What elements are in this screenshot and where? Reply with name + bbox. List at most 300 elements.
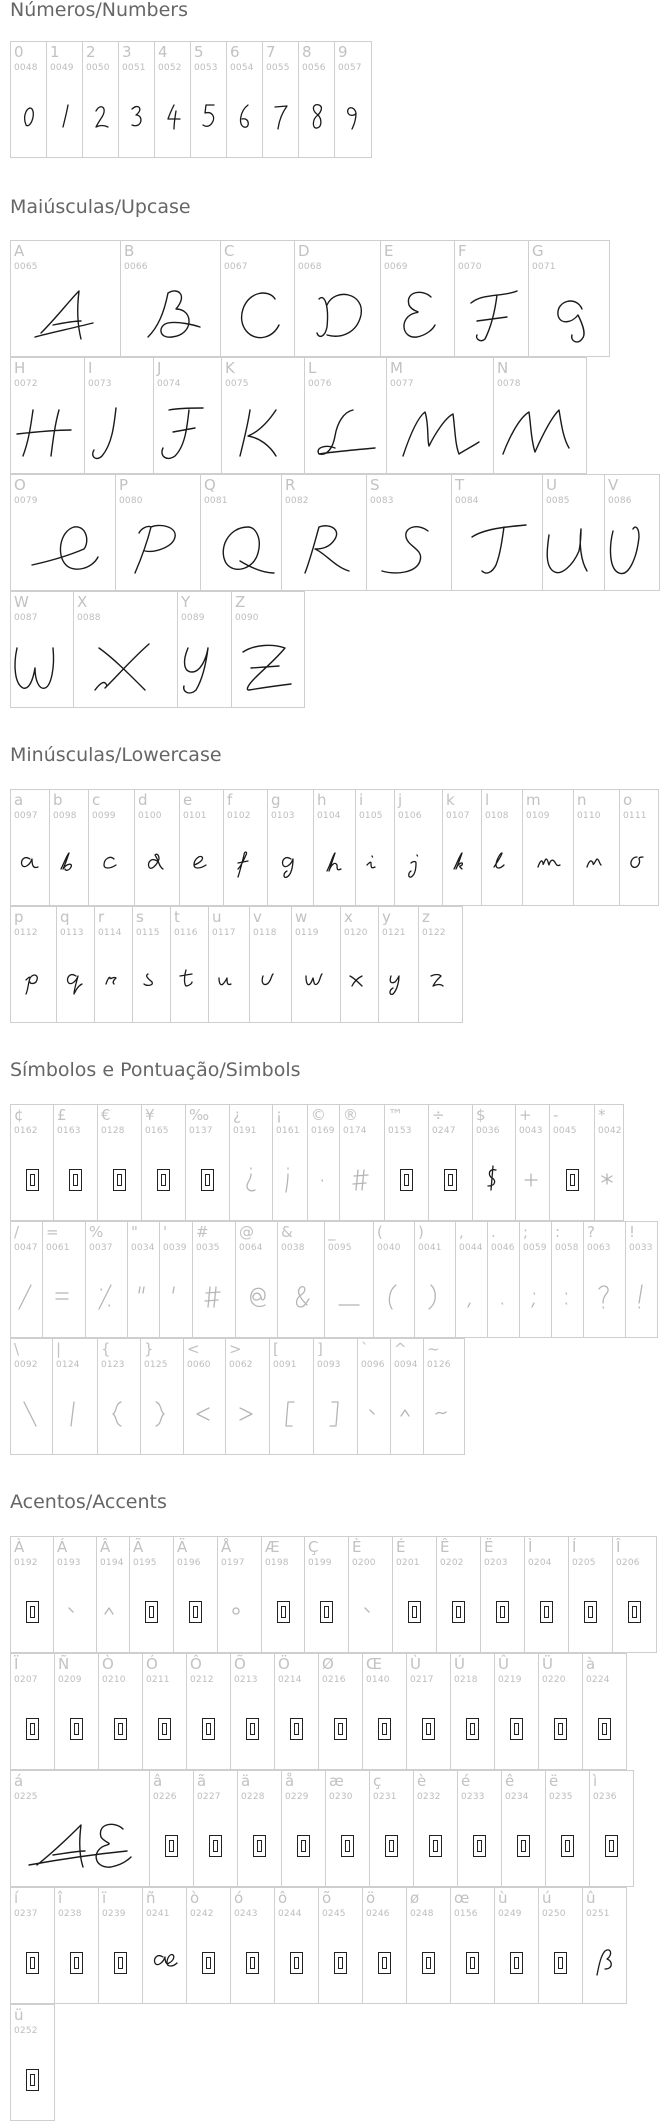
glyph-stroke xyxy=(223,527,274,573)
missing-glyph-box-icon xyxy=(517,1835,530,1857)
glyph-preview xyxy=(54,1139,97,1220)
missing-glyph-box-icon xyxy=(189,1601,202,1623)
script-glyph-upper-m-icon xyxy=(399,404,481,462)
glyph-character-label: Ò xyxy=(102,1655,114,1673)
glyph-code-label: 0084 xyxy=(455,496,479,506)
glyph-code-label: 0233 xyxy=(461,1792,485,1802)
glyph-code-label: 0113 xyxy=(60,928,84,938)
glyph-character-label: P xyxy=(119,476,129,494)
glyph-stroke xyxy=(382,526,428,572)
glyph-cell-u3d xyxy=(42,1221,86,1338)
script-glyph-lower-m-icon xyxy=(536,851,560,879)
missing-glyph-box-icon xyxy=(320,1601,333,1623)
glyph-preview xyxy=(502,1805,545,1886)
script-glyph-uae-icon xyxy=(352,1166,372,1194)
glyph-stroke xyxy=(241,293,278,338)
glyph-stroke xyxy=(558,301,584,342)
script-glyph-uc8-icon xyxy=(359,1598,383,1626)
section-heading-accents: Acentos/Accents xyxy=(10,1491,167,1513)
glyph-cell-u2f xyxy=(10,1221,43,1338)
glyph-code-label: 0069 xyxy=(384,262,408,272)
missing-glyph-box-icon xyxy=(422,1952,435,1974)
script-glyph-upper-p-icon xyxy=(125,521,191,579)
glyph-character-label: î xyxy=(58,1889,63,1907)
glyph-cell-ue6 xyxy=(325,1770,370,1887)
glyph-cell-lower-f xyxy=(223,789,268,906)
glyph-cell-lower-e xyxy=(179,789,224,906)
glyph-code-label: 0090 xyxy=(235,613,259,623)
glyph-code-label: 0079 xyxy=(14,496,38,506)
glyph-code-label: 0247 xyxy=(432,1126,456,1136)
glyph-stroke xyxy=(408,855,417,877)
glyph-code-label: 0085 xyxy=(546,496,570,506)
glyph-preview xyxy=(395,824,442,905)
glyph-character-label: " xyxy=(131,1223,138,1241)
glyph-character-label: Û xyxy=(498,1655,509,1673)
glyph-stroke xyxy=(472,525,526,573)
glyph-cell-ueb xyxy=(545,1770,590,1887)
glyph-character-label: * xyxy=(598,1106,606,1124)
glyph-character-label: n xyxy=(577,791,587,809)
glyph-cell-lower-j xyxy=(394,789,443,906)
missing-glyph-box-icon xyxy=(452,1601,465,1623)
glyph-character-label: Í xyxy=(572,1538,577,1556)
script-glyph-nine-icon xyxy=(344,103,362,131)
script-glyph-lower-v-icon xyxy=(259,968,283,996)
glyph-preview xyxy=(415,1256,455,1337)
glyph-cell-upper-v xyxy=(604,474,660,591)
script-glyph-u2c-icon xyxy=(462,1283,482,1311)
glyph-row-upcase-4 xyxy=(10,591,304,708)
glyph-cell-ud8 xyxy=(318,1653,363,1770)
glyph-character-label: > xyxy=(229,1340,242,1358)
glyph-character-label: l xyxy=(485,791,490,809)
glyph-stroke xyxy=(67,974,82,993)
glyph-code-label: 0035 xyxy=(196,1243,220,1253)
glyph-cell-ud3 xyxy=(142,1653,187,1770)
glyph-code-label: 0038 xyxy=(281,1243,305,1253)
glyph-preview xyxy=(419,941,462,1022)
glyph-cell-u7e xyxy=(423,1338,465,1455)
glyph-character-label: # xyxy=(196,1223,209,1241)
glyph-character-label: G xyxy=(532,242,544,260)
glyph-character-label: - xyxy=(553,1106,559,1124)
glyph-code-label: 0062 xyxy=(229,1360,253,1370)
glyph-character-label: v xyxy=(253,908,262,926)
glyph-preview xyxy=(50,824,88,905)
glyph-character-label: H xyxy=(14,359,26,377)
glyph-character-label: Œ xyxy=(366,1655,383,1673)
glyph-preview xyxy=(429,1139,472,1220)
glyph-code-label: 0111 xyxy=(623,811,647,821)
glyph-stroke xyxy=(503,410,569,454)
glyph-preview xyxy=(282,509,366,590)
missing-glyph-box-icon xyxy=(444,1169,457,1191)
glyph-stroke xyxy=(639,1285,642,1308)
script-glyph-u2b-icon xyxy=(523,1166,543,1194)
glyph-character-label: . xyxy=(491,1223,496,1241)
glyph-stroke xyxy=(29,1824,131,1867)
script-glyph-u60-icon xyxy=(364,1400,384,1428)
glyph-character-label: Ï xyxy=(14,1655,19,1673)
script-glyph-five-icon xyxy=(200,103,218,131)
glyph-cell-u3e xyxy=(225,1338,270,1455)
glyph-cell-u27 xyxy=(159,1221,193,1338)
script-glyph-u22-icon xyxy=(134,1283,154,1311)
glyph-stroke xyxy=(183,648,207,693)
script-glyph-upper-y-icon xyxy=(172,638,238,696)
glyph-character-label: @ xyxy=(239,1223,254,1241)
script-glyph-ue1-icon xyxy=(27,1821,133,1871)
script-glyph-upper-r-icon xyxy=(291,521,357,579)
glyph-stroke xyxy=(330,1402,338,1426)
glyph-code-label: 0174 xyxy=(343,1126,367,1136)
glyph-cell-uf3 xyxy=(230,1887,275,2004)
glyph-character-label: Ç xyxy=(308,1538,319,1556)
missing-glyph-box-icon xyxy=(253,1835,266,1857)
glyph-character-label: ~ xyxy=(427,1340,440,1358)
glyph-cell-upper-r xyxy=(281,474,367,591)
glyph-code-label: 0058 xyxy=(555,1243,579,1253)
glyph-cell-ud5 xyxy=(230,1653,275,1770)
glyph-cell-uee xyxy=(54,1887,99,2004)
glyph-character-label: X xyxy=(77,593,88,611)
glyph-cell-ue9 xyxy=(457,1770,502,1887)
glyph-code-label: 0063 xyxy=(587,1243,611,1253)
missing-glyph-box-icon xyxy=(628,1601,641,1623)
glyph-code-label: 0137 xyxy=(189,1126,213,1136)
glyph-character-label: è xyxy=(417,1772,427,1790)
glyph-cell-uf6 xyxy=(362,1887,407,2004)
glyph-cell-lower-x xyxy=(340,906,379,1023)
glyph-character-label: D xyxy=(298,242,310,260)
glyph-code-label: 0201 xyxy=(396,1558,420,1568)
missing-glyph-box-icon xyxy=(158,1718,171,1740)
glyph-cell-upper-h xyxy=(10,357,85,474)
script-glyph-upper-k-icon xyxy=(230,404,296,462)
script-glyph-lower-p-icon xyxy=(22,968,46,996)
glyph-code-label: 0103 xyxy=(271,811,295,821)
glyph-code-label: 0122 xyxy=(422,928,446,938)
glyph-stroke xyxy=(403,412,479,456)
script-glyph-lower-h-icon xyxy=(323,851,347,879)
glyph-preview xyxy=(116,509,200,590)
glyph-stroke xyxy=(532,1293,535,1307)
glyph-code-label: 0088 xyxy=(77,613,101,623)
glyph-code-label: 0204 xyxy=(528,1558,552,1568)
script-glyph-lower-z-icon xyxy=(429,968,453,996)
glyph-code-label: 0114 xyxy=(98,928,122,938)
glyph-preview xyxy=(620,824,658,905)
glyph-cell-upper-a xyxy=(10,240,121,357)
glyph-stroke xyxy=(286,1168,288,1192)
missing-glyph-box-icon xyxy=(400,1169,413,1191)
glyph-character-label: â xyxy=(153,1772,163,1790)
missing-glyph-box-icon xyxy=(277,1601,290,1623)
glyph-code-label: 0198 xyxy=(265,1558,289,1568)
missing-glyph-box-icon xyxy=(540,1601,553,1623)
glyph-code-label: 0205 xyxy=(572,1558,596,1568)
glyph-code-label: 0055 xyxy=(266,63,290,73)
glyph-cell-uf9 xyxy=(494,1887,539,2004)
glyph-code-label: 0050 xyxy=(86,63,110,73)
glyph-preview xyxy=(341,941,378,1022)
glyph-cell-upper-o xyxy=(10,474,116,591)
glyph-character-label: I xyxy=(88,359,93,377)
glyph-character-label: B xyxy=(124,242,135,260)
script-glyph-u7c-icon xyxy=(65,1400,85,1428)
glyph-preview xyxy=(154,392,221,473)
glyph-cell-udb xyxy=(494,1653,539,1770)
glyph-preview xyxy=(516,1139,549,1220)
glyph-cell-four xyxy=(154,41,191,158)
glyph-cell-u3b xyxy=(519,1221,552,1338)
glyph-code-label: 0043 xyxy=(519,1126,543,1136)
script-glyph-lower-y-icon xyxy=(387,968,411,996)
glyph-cell-lower-g xyxy=(267,789,314,906)
glyph-preview xyxy=(529,275,609,356)
glyph-character-label: O xyxy=(14,476,26,494)
glyph-character-label: ¿ xyxy=(233,1106,241,1124)
glyph-cell-u2d xyxy=(549,1104,595,1221)
glyph-preview xyxy=(407,1922,450,2003)
glyph-stroke xyxy=(365,1608,369,1612)
script-glyph-ua1-icon xyxy=(280,1166,300,1194)
glyph-code-label: 0211 xyxy=(146,1675,170,1685)
glyph-stroke xyxy=(93,408,116,458)
glyph-code-label: 0053 xyxy=(194,63,218,73)
glyph-code-label: 0239 xyxy=(102,1909,126,1919)
glyph-stroke xyxy=(262,974,273,985)
glyph-cell-upper-x xyxy=(73,591,178,708)
glyph-character-label: Â xyxy=(100,1538,111,1556)
glyph-character-label: ë xyxy=(549,1772,559,1790)
glyph-character-label: ™ xyxy=(388,1106,403,1124)
script-glyph-upper-x-icon xyxy=(93,638,159,696)
glyph-code-label: 0156 xyxy=(454,1909,478,1919)
glyph-cell-uef xyxy=(98,1887,143,2004)
script-glyph-four-icon xyxy=(164,103,182,131)
glyph-preview xyxy=(95,941,132,1022)
glyph-code-label: 0248 xyxy=(410,1909,434,1919)
glyph-preview xyxy=(550,1139,594,1220)
glyph-code-label: 0092 xyxy=(14,1360,38,1370)
glyph-cell-ud2 xyxy=(98,1653,143,1770)
script-glyph-uc1-icon xyxy=(63,1598,87,1626)
glyph-cell-ufb xyxy=(582,1887,627,2004)
glyph-cell-ue2 xyxy=(149,1770,194,1887)
glyph-stroke xyxy=(19,1285,31,1309)
script-glyph-upper-w-icon xyxy=(9,638,75,696)
glyph-preview xyxy=(130,1571,173,1652)
glyph-stroke xyxy=(587,859,601,867)
glyph-character-label: ] xyxy=(317,1340,323,1358)
glyph-preview xyxy=(230,1139,272,1220)
glyph-character-label: E xyxy=(384,242,394,260)
glyph-code-label: 0220 xyxy=(542,1675,566,1685)
glyph-cell-upper-w xyxy=(10,591,74,708)
glyph-code-label: 0207 xyxy=(14,1675,38,1685)
glyph-preview xyxy=(275,1922,318,2003)
glyph-stroke xyxy=(611,527,639,573)
glyph-cell-upper-c xyxy=(220,240,295,357)
glyph-preview xyxy=(358,1373,390,1454)
glyph-stroke xyxy=(168,105,180,129)
glyph-cell-uae xyxy=(339,1104,385,1221)
glyph-preview xyxy=(201,509,281,590)
glyph-code-label: 0229 xyxy=(285,1792,309,1802)
glyph-code-label: 0228 xyxy=(241,1792,265,1802)
glyph-preview xyxy=(590,1805,633,1886)
glyph-character-label: / xyxy=(14,1223,20,1241)
glyph-code-label: 0061 xyxy=(46,1243,70,1253)
glyph-character-label: ó xyxy=(234,1889,244,1907)
glyph-stroke xyxy=(389,1285,396,1309)
glyph-cell-u24 xyxy=(472,1104,516,1221)
glyph-character-label: Ö xyxy=(278,1655,290,1673)
glyph-cell-u7c xyxy=(52,1338,98,1455)
glyph-character-label: å xyxy=(285,1772,295,1790)
missing-glyph-box-icon xyxy=(26,1718,39,1740)
glyph-cell-upper-l xyxy=(304,357,387,474)
glyph-preview xyxy=(451,1922,494,2003)
glyph-code-label: 0224 xyxy=(586,1675,610,1685)
glyph-code-label: 0052 xyxy=(158,63,182,73)
glyph-cell-u2030 xyxy=(185,1104,230,1221)
glyph-preview xyxy=(552,1256,583,1337)
script-glyph-upper-e-icon xyxy=(385,287,451,345)
script-glyph-lower-w-icon xyxy=(304,968,328,996)
glyph-stroke xyxy=(431,974,443,986)
glyph-cell-one xyxy=(46,41,83,158)
glyph-stroke xyxy=(154,1954,177,1966)
script-glyph-lower-i-icon xyxy=(363,851,387,879)
glyph-preview xyxy=(525,1571,568,1652)
script-glyph-upper-z-icon xyxy=(235,638,301,696)
glyph-preview xyxy=(133,941,170,1022)
glyph-code-label: 0116 xyxy=(174,928,198,938)
glyph-character-label: ï xyxy=(102,1889,107,1907)
glyph-cell-uce xyxy=(612,1536,657,1653)
glyph-character-label: õ xyxy=(322,1889,332,1907)
glyph-code-label: 0087 xyxy=(14,613,38,623)
glyph-code-label: 0232 xyxy=(417,1792,441,1802)
glyph-code-label: 0246 xyxy=(366,1909,390,1919)
glyph-code-label: 0107 xyxy=(446,811,470,821)
script-glyph-u3d-icon xyxy=(54,1283,74,1311)
glyph-code-label: 0213 xyxy=(234,1675,258,1685)
glyph-character-label: p xyxy=(14,908,24,926)
glyph-cell-upper-t xyxy=(451,474,543,591)
glyph-code-label: 0080 xyxy=(119,496,143,506)
glyph-code-label: 0115 xyxy=(136,928,160,938)
glyph-preview xyxy=(452,509,542,590)
glyph-preview xyxy=(53,1373,97,1454)
script-glyph-lower-e-icon xyxy=(190,851,214,879)
glyph-character-label: ò xyxy=(190,1889,200,1907)
glyph-stroke xyxy=(238,852,248,877)
glyph-stroke xyxy=(454,853,462,869)
glyph-code-label: 0212 xyxy=(190,1675,214,1685)
missing-glyph-box-icon xyxy=(378,1718,391,1740)
glyph-preview xyxy=(605,509,659,590)
glyph-character-label: \ xyxy=(14,1340,20,1358)
missing-glyph-box-icon xyxy=(297,1835,310,1857)
glyph-row-numbers-1 xyxy=(10,41,371,158)
glyph-code-label: 0082 xyxy=(285,496,309,506)
glyph-preview xyxy=(232,626,304,707)
script-glyph-upper-j-icon xyxy=(155,404,221,462)
glyph-code-label: 0077 xyxy=(390,379,414,389)
glyph-preview xyxy=(74,626,177,707)
glyph-cell-ucf xyxy=(10,1653,55,1770)
glyph-preview xyxy=(143,1688,186,1769)
glyph-code-label: 0101 xyxy=(183,811,207,821)
glyph-preview xyxy=(263,76,298,157)
glyph-character-label: o xyxy=(623,791,633,809)
glyph-character-label: ö xyxy=(366,1889,376,1907)
glyph-preview xyxy=(89,824,134,905)
missing-glyph-box-icon xyxy=(378,1952,391,1974)
glyph-preview xyxy=(583,1688,626,1769)
glyph-code-label: 0049 xyxy=(50,63,74,73)
glyph-preview xyxy=(180,824,223,905)
script-glyph-u3b-icon xyxy=(526,1283,546,1311)
glyph-character-label: ñ xyxy=(146,1889,156,1907)
missing-glyph-box-icon xyxy=(341,1835,354,1857)
glyph-code-label: 0051 xyxy=(122,63,146,73)
glyph-code-label: 0193 xyxy=(57,1558,81,1568)
glyph-preview xyxy=(451,1688,494,1769)
glyph-character-label: % xyxy=(89,1223,104,1241)
glyph-code-label: 0227 xyxy=(197,1792,221,1802)
glyph-preview xyxy=(595,1139,623,1220)
glyph-code-label: 0197 xyxy=(221,1558,245,1568)
glyph-preview xyxy=(54,1571,96,1652)
glyph-preview xyxy=(424,1373,464,1454)
glyph-code-label: 0064 xyxy=(239,1243,263,1253)
glyph-cell-lower-l xyxy=(481,789,523,906)
glyph-character-label: h xyxy=(317,791,327,809)
glyph-preview xyxy=(55,1688,98,1769)
glyph-stroke xyxy=(24,1402,36,1426)
script-glyph-u5f-icon xyxy=(339,1283,359,1311)
glyph-character-label: f xyxy=(227,791,233,809)
glyph-character-label: b xyxy=(53,791,63,809)
glyph-preview xyxy=(11,1922,54,2003)
script-glyph-u7e-icon xyxy=(434,1400,454,1428)
glyph-character-label: Y xyxy=(181,593,191,611)
glyph-preview xyxy=(222,392,304,473)
glyph-cell-ue4 xyxy=(237,1770,282,1887)
glyph-code-label: 0140 xyxy=(366,1675,390,1685)
glyph-character-label: £ xyxy=(57,1106,67,1124)
glyph-preview xyxy=(385,1139,428,1220)
glyph-code-label: 0073 xyxy=(88,379,112,389)
glyph-code-label: 0100 xyxy=(138,811,162,821)
glyph-preview xyxy=(83,76,118,157)
glyph-preview xyxy=(218,1571,261,1652)
script-glyph-u5e-icon xyxy=(397,1400,417,1428)
glyph-code-label: 0230 xyxy=(329,1792,353,1802)
glyph-preview xyxy=(574,824,619,905)
glyph-cell-uc5 xyxy=(217,1536,262,1653)
glyph-stroke xyxy=(494,853,504,868)
script-glyph-upper-a-icon xyxy=(33,287,99,345)
script-glyph-u5c-icon xyxy=(22,1400,42,1428)
missing-glyph-box-icon xyxy=(70,1718,83,1740)
glyph-character-label: C xyxy=(224,242,235,260)
